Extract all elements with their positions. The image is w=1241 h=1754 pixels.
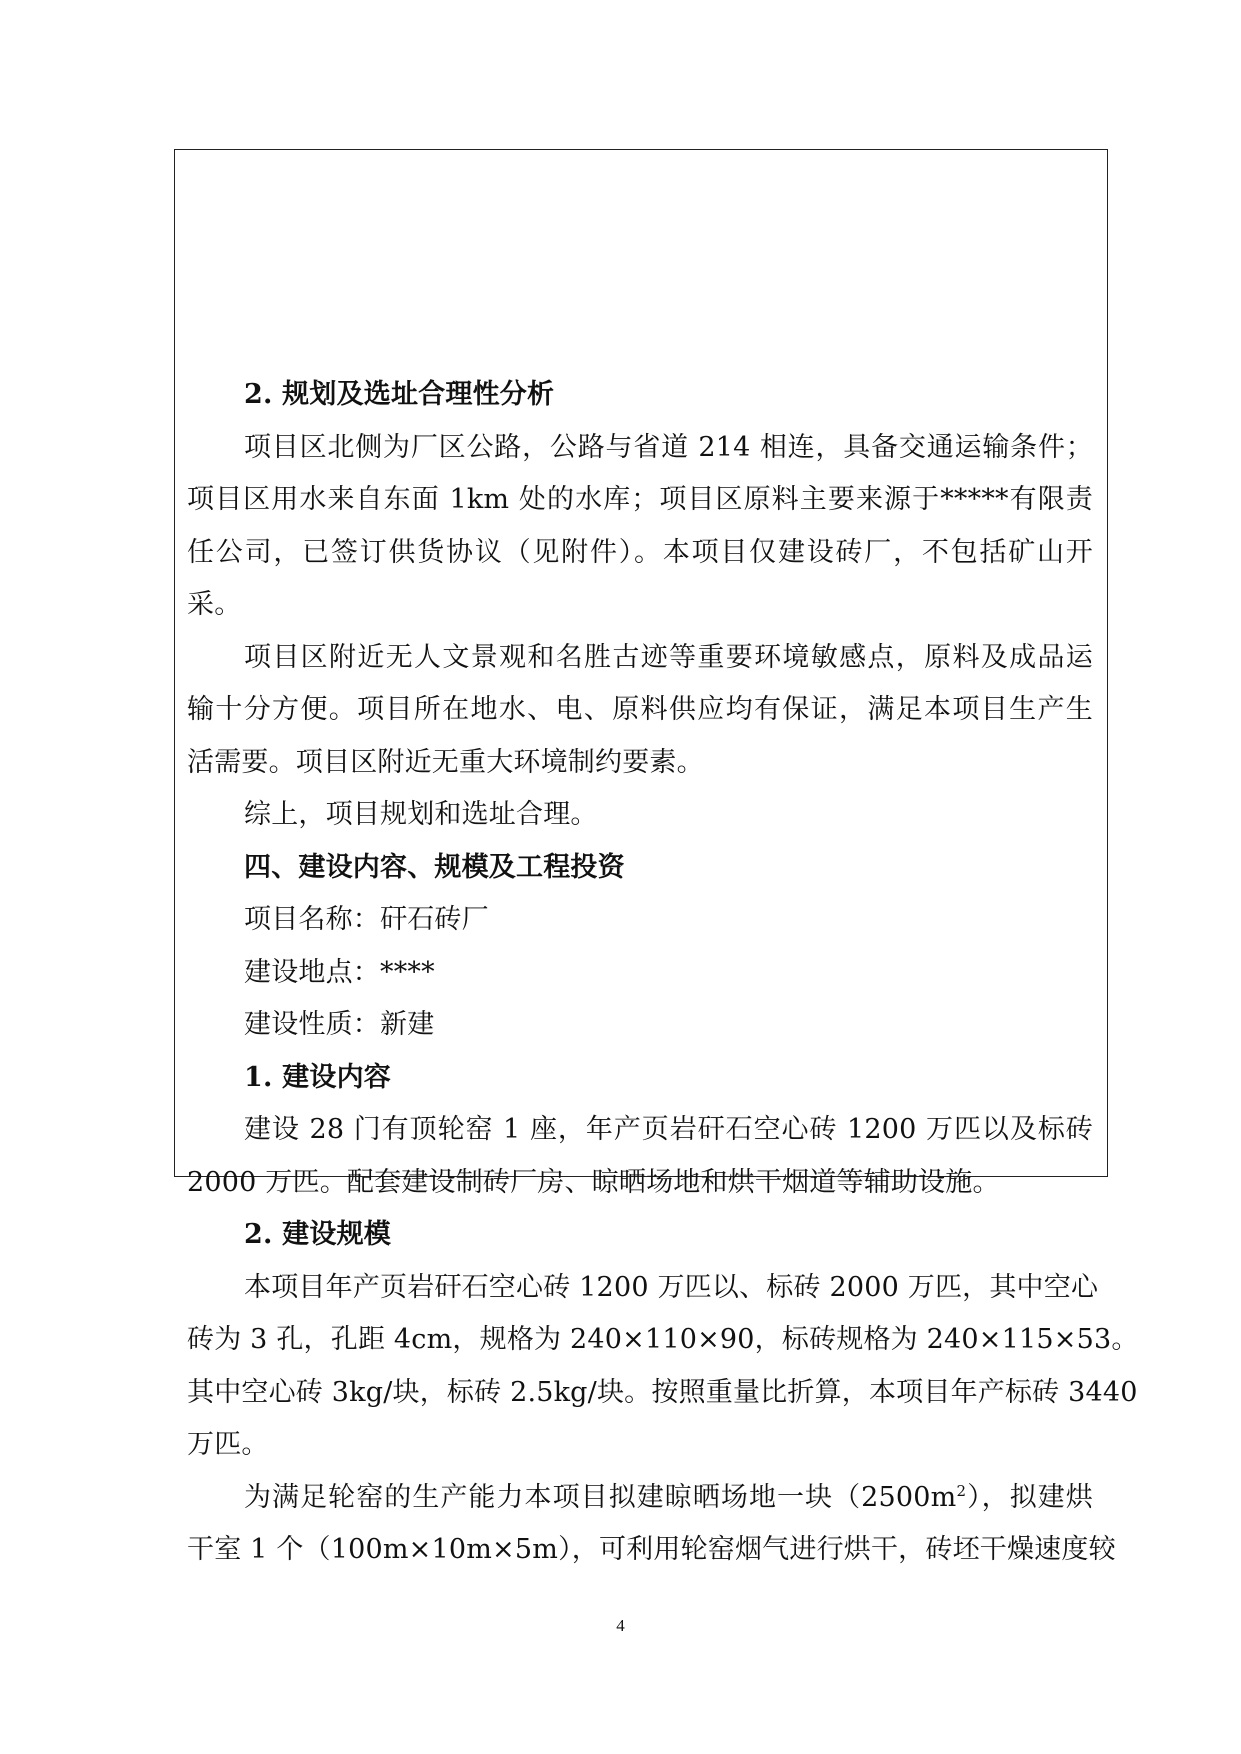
section-heading xyxy=(187,842,1093,895)
line-text: 项目区用水来自东面 1km 处的水库；项目区原料主要来源于*****有限责 xyxy=(187,484,1093,515)
line-text: 本项目年产页岩矸石空心砖 1200 万匹以、标砖 2000 万匹，其中空心 xyxy=(244,1271,1099,1303)
paragraph-line xyxy=(187,1262,1099,1315)
section-heading xyxy=(187,369,1093,422)
line-text: 建设 28 门有顶轮窑 1 座，年产页岩矸石空心砖 1200 万匹以及标砖 xyxy=(244,1114,1093,1145)
line-text: 四、建设内容、规模及工程投资 xyxy=(244,851,625,883)
superscript: 2 xyxy=(956,1481,967,1500)
page-number: 4 xyxy=(616,1616,625,1635)
paragraph-line xyxy=(187,1157,1093,1210)
paragraph-line xyxy=(187,999,1093,1052)
paragraph-line xyxy=(187,789,1093,842)
line-text: 2. 规划及选址合理性分析 xyxy=(244,379,555,410)
paragraph-line xyxy=(187,632,1093,685)
line-text: 1. 建设内容 xyxy=(244,1061,391,1093)
text-lines xyxy=(187,369,1139,1577)
paragraph-line xyxy=(187,474,1093,527)
paragraph-line xyxy=(187,894,1093,947)
paragraph-line xyxy=(187,1367,1138,1420)
paragraph-line xyxy=(187,1104,1093,1157)
paragraph-line xyxy=(187,579,1093,632)
document-body xyxy=(187,369,1139,1577)
section-heading xyxy=(187,1209,1093,1262)
line-text: 其中空心砖 3kg/块，标砖 2.5kg/块。按照重量比折算，本项目年产标砖 3440 xyxy=(187,1376,1138,1408)
line-text: 2000 万匹。配套建设制砖厂房、晾晒场地和烘干烟道等辅助设施。 xyxy=(187,1166,1000,1198)
line-text: 建设地点：**** xyxy=(244,956,435,988)
line-text: 为满足轮窑的生产能力本项目拟建晾晒场地一块（2500m xyxy=(244,1481,957,1513)
line-text: 项目区附近无人文景观和名胜古迹等重要环境敏感点，原料及成品运 xyxy=(244,641,1093,673)
paragraph-line xyxy=(187,1472,1093,1525)
line-text: 建设性质：新建 xyxy=(244,1009,435,1040)
paragraph-line xyxy=(187,1314,1139,1367)
line-text: 任公司，已签订供货协议（见附件）。本项目仅建设砖厂，不包括矿山开 xyxy=(187,536,1093,568)
line-text: 砖为 3 孔，孔距 4cm，规格为 240×110×90，标砖规格为 240×115×53。 xyxy=(187,1324,1139,1355)
line-text: 综上，项目规划和选址合理。 xyxy=(244,799,598,830)
line-text-tail: ），拟建烘 xyxy=(966,1481,1093,1513)
line-text: 干室 1 个（100m×10m×5m），可利用轮窑烟气进行烘干，砖坯干燥速度较 xyxy=(187,1534,1116,1565)
paragraph-line xyxy=(187,684,1093,737)
paragraph-line xyxy=(187,1419,1093,1472)
line-text: 输十分方便。项目所在地水、电、原料供应均有保证，满足本项目生产生 xyxy=(187,694,1093,725)
line-text: 万匹。 xyxy=(187,1429,269,1460)
section-heading xyxy=(187,1052,1093,1105)
content-table-cell xyxy=(174,149,1139,1565)
paragraph-line xyxy=(187,422,1093,475)
paragraph-line xyxy=(187,1524,1116,1577)
line-text: 采。 xyxy=(187,589,242,620)
line-text: 项目名称：矸石砖厂 xyxy=(244,904,489,935)
paragraph-line xyxy=(187,527,1093,580)
line-text: 活需要。项目区附近无重大环境制约要素。 xyxy=(187,746,704,778)
paragraph-line xyxy=(187,947,1093,1000)
paragraph-line xyxy=(187,737,1093,790)
line-text: 项目区北侧为厂区公路，公路与省道 214 相连，具备交通运输条件； xyxy=(244,431,1093,463)
line-text: 2. 建设规模 xyxy=(244,1219,391,1250)
